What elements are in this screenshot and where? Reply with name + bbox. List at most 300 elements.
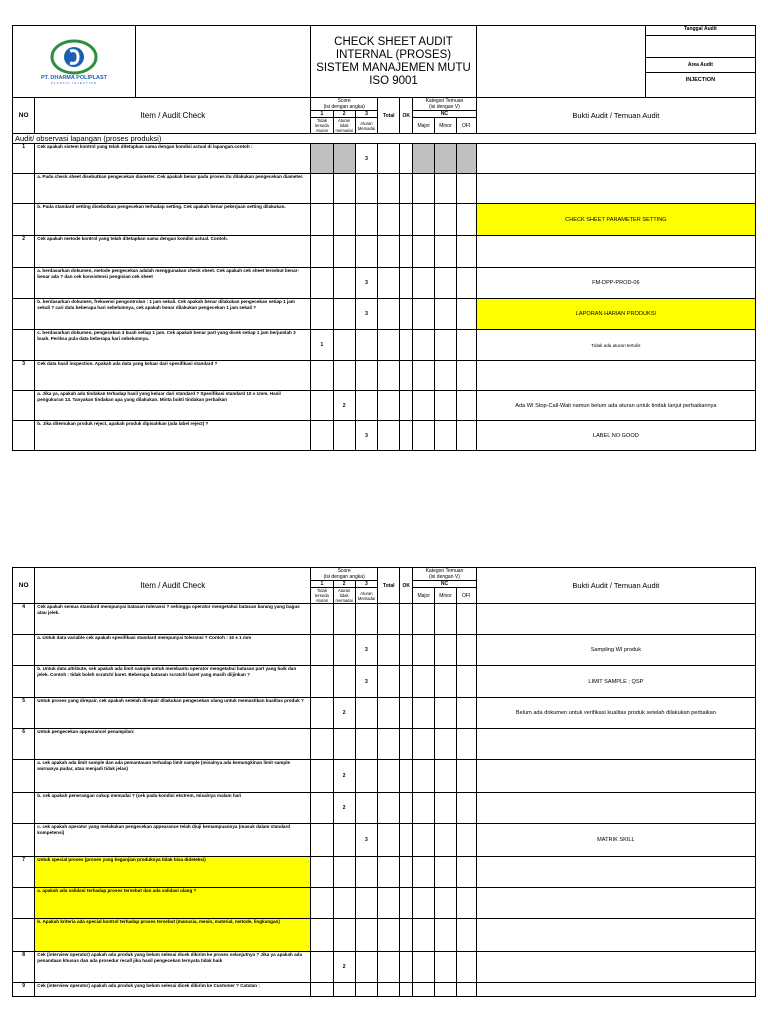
score-3-cell[interactable] <box>355 174 377 204</box>
col-kategori-header: Kategori Temuan (isi dengan V) <box>413 98 477 111</box>
score-3-cell[interactable] <box>355 361 377 391</box>
ok-cell[interactable] <box>400 236 413 268</box>
ofi-cell[interactable] <box>456 857 476 888</box>
score-1-cell[interactable] <box>311 635 333 666</box>
col-ok-header: OK <box>400 98 413 134</box>
score-3-cell[interactable]: 3 <box>355 824 377 857</box>
audit-item-text: b. cek apakah penerangan cukup memadai ? (cek pada kondisi ekstrem, misalnya malam hari <box>35 793 311 824</box>
ok-cell[interactable] <box>400 330 413 361</box>
minor-cell[interactable] <box>435 698 456 729</box>
ofi-cell[interactable] <box>456 793 476 824</box>
score-1-cell[interactable] <box>311 698 333 729</box>
major-cell[interactable] <box>413 952 435 983</box>
total-cell[interactable] <box>378 824 400 857</box>
company-name: PT. DHARMA POLIPLAST <box>40 74 108 81</box>
minor-header: Minor <box>435 118 456 134</box>
total-cell[interactable] <box>378 698 400 729</box>
audit-item-text: Cek data hasil inspection. Apakah ada data yang keluar dari spesifikasi standard ? <box>35 361 311 391</box>
major-cell[interactable] <box>413 635 435 666</box>
row-number: 3 <box>13 361 35 391</box>
major-cell[interactable] <box>413 174 435 204</box>
score-2-cell[interactable] <box>333 144 355 174</box>
score-1-header: 1 <box>311 581 333 588</box>
major-cell[interactable] <box>413 698 435 729</box>
ok-cell[interactable] <box>400 361 413 391</box>
minor-cell[interactable] <box>435 857 456 888</box>
bukti-audit-cell[interactable] <box>476 919 755 952</box>
company-logo <box>13 26 136 97</box>
major-cell[interactable] <box>413 421 435 451</box>
score-2-cell[interactable] <box>333 666 355 698</box>
score-1-cell[interactable] <box>311 729 333 760</box>
major-cell[interactable] <box>413 204 435 236</box>
score-1-cell[interactable] <box>311 983 333 997</box>
ok-cell[interactable] <box>400 983 413 997</box>
table-row <box>13 330 756 361</box>
score-1-cell[interactable] <box>311 361 333 391</box>
score-2-cell[interactable] <box>333 299 355 330</box>
col-ok-header: OK <box>400 568 413 604</box>
ok-cell[interactable] <box>400 698 413 729</box>
total-cell[interactable] <box>378 204 400 236</box>
major-cell[interactable] <box>413 236 435 268</box>
row-number <box>13 793 35 824</box>
ofi-cell[interactable] <box>456 824 476 857</box>
bukti-audit-cell[interactable] <box>476 793 755 824</box>
audit-item-text: a. berdasarkan dokumen, metode pengecekan adalah menggunakan check sheet. Cek apakah cek sheet tersebut benar-benar ada ? dan cek konsistensi pengisian cek sheet <box>35 268 311 299</box>
table-row <box>13 888 756 919</box>
table-row <box>13 919 756 952</box>
score-1-cell[interactable]: 1 <box>311 330 333 361</box>
bukti-audit-cell[interactable] <box>476 604 755 635</box>
audit-item-text: a. Untuk data variable cek apakah spesifikasi standard mempunyai toleransi ? Contoh : 10 ± 1 mm <box>35 635 311 666</box>
score-1-header: 1 <box>311 111 333 118</box>
score-1-desc: Tidak terseda Aturan <box>311 588 333 604</box>
section-title: Audit/ observasi lapangan (proses produksi) <box>13 134 756 144</box>
score-1-cell[interactable] <box>311 391 333 421</box>
ofi-cell[interactable] <box>456 888 476 919</box>
major-cell[interactable] <box>413 144 435 174</box>
score-2-desc: Aturan tidak memadai <box>333 588 355 604</box>
ofi-cell[interactable] <box>456 698 476 729</box>
total-cell[interactable] <box>378 952 400 983</box>
score-2-cell[interactable] <box>333 888 355 919</box>
col-bukti-header: Bukti Audit / Temuan Audit <box>476 98 755 134</box>
row-number: 9 <box>13 983 35 997</box>
row-number <box>13 174 35 204</box>
ofi-cell[interactable] <box>456 952 476 983</box>
score-1-cell[interactable] <box>311 888 333 919</box>
ok-cell[interactable] <box>400 174 413 204</box>
score-3-cell[interactable] <box>355 604 377 635</box>
col-total-header: Total <box>378 568 400 604</box>
row-number <box>13 919 35 952</box>
row-number: 6 <box>13 729 35 760</box>
row-number <box>13 760 35 793</box>
score-1-cell[interactable] <box>311 268 333 299</box>
total-cell[interactable] <box>378 299 400 330</box>
audit-item-text: Untuk pengecekan appearance/ penampilan: <box>35 729 311 760</box>
score-2-cell[interactable] <box>333 919 355 952</box>
title-line-2: SISTEM MANAJEMEN MUTU ISO 9001 <box>316 61 471 87</box>
ofi-cell[interactable] <box>456 421 476 451</box>
score-3-cell[interactable] <box>355 760 377 793</box>
score-3-cell[interactable] <box>355 698 377 729</box>
bukti-audit-cell[interactable] <box>476 857 755 888</box>
major-cell[interactable] <box>413 888 435 919</box>
score-1-cell[interactable] <box>311 793 333 824</box>
audit-item-text: Cek apakah metode kontrol yang telah ditetapkan sama dengan kondisi actual. Contoh. <box>35 236 311 268</box>
major-cell[interactable] <box>413 857 435 888</box>
total-cell[interactable] <box>378 391 400 421</box>
score-2-cell[interactable] <box>333 268 355 299</box>
ofi-cell[interactable] <box>456 330 476 361</box>
table-row <box>13 666 756 698</box>
score-1-cell[interactable] <box>311 204 333 236</box>
table-row <box>13 268 756 299</box>
score-2-cell[interactable] <box>333 174 355 204</box>
ofi-cell[interactable] <box>456 391 476 421</box>
major-cell[interactable] <box>413 793 435 824</box>
col-bukti-header: Bukti Audit / Temuan Audit <box>476 568 755 604</box>
minor-cell[interactable] <box>435 204 456 236</box>
score-2-cell[interactable]: 2 <box>333 952 355 983</box>
minor-cell[interactable] <box>435 760 456 793</box>
minor-header: Minor <box>435 588 456 604</box>
nc-header: NC <box>413 111 477 118</box>
score-2-cell[interactable] <box>333 421 355 451</box>
ofi-cell[interactable] <box>456 299 476 330</box>
minor-cell[interactable] <box>435 793 456 824</box>
minor-cell[interactable] <box>435 729 456 760</box>
score-1-cell[interactable] <box>311 174 333 204</box>
audit-item-text: b. Untuk data attribute, cek apakah ada limit sample untuk membantu operator mengetahui batasan part yang baik dan jelek. Contoh : tidak boleh scratch/ baret. Beberapa batasan scratch/ baret yang masih diijinkan ? <box>35 666 311 698</box>
audit-item-text: a. apakah ada validasi terhadap proses tersebut dan ada validasi ulang ? <box>35 888 311 919</box>
minor-cell[interactable] <box>435 888 456 919</box>
ok-cell[interactable] <box>400 144 413 174</box>
ofi-cell[interactable] <box>456 361 476 391</box>
minor-cell[interactable] <box>435 361 456 391</box>
bukti-audit-cell[interactable] <box>476 174 755 204</box>
major-cell[interactable] <box>413 299 435 330</box>
score-2-cell[interactable]: 2 <box>333 793 355 824</box>
total-cell[interactable] <box>378 361 400 391</box>
ofi-header: OFI <box>456 588 476 604</box>
score-2-cell[interactable] <box>333 824 355 857</box>
bukti-audit-cell[interactable]: LAPORAN HARIAN PRODUKSI <box>476 299 755 330</box>
score-3-cell[interactable]: 3 <box>355 299 377 330</box>
table-row <box>13 857 756 888</box>
score-1-cell[interactable] <box>311 604 333 635</box>
col-no-header: NO <box>13 98 35 134</box>
bukti-audit-cell[interactable]: Tidak ada aturan tertulis <box>476 330 755 361</box>
row-number: 2 <box>13 236 35 268</box>
audit-item-text: Untuk special proses (proses yang keganjian produknya tidak bisa dideteksi) <box>35 857 311 888</box>
score-3-cell[interactable]: 3 <box>355 268 377 299</box>
col-kategori-header: Kategori Temuan (isi dengan V) <box>413 568 477 581</box>
ofi-cell[interactable] <box>456 204 476 236</box>
minor-cell[interactable] <box>435 268 456 299</box>
score-3-cell[interactable] <box>355 204 377 236</box>
area-audit-value: INJECTION <box>685 77 716 83</box>
row-number <box>13 666 35 698</box>
ofi-cell[interactable] <box>456 919 476 952</box>
score-3-cell[interactable]: 3 <box>355 421 377 451</box>
total-cell[interactable] <box>378 268 400 299</box>
ok-cell[interactable] <box>400 391 413 421</box>
total-cell[interactable] <box>378 421 400 451</box>
bukti-audit-cell[interactable] <box>476 760 755 793</box>
bukti-audit-cell[interactable] <box>476 952 755 983</box>
ofi-cell[interactable] <box>456 760 476 793</box>
audit-item-text: b. Jika ditemukan produk reject, apakah produk dipisahkan (ada label reject) ? <box>35 421 311 451</box>
minor-cell[interactable] <box>435 635 456 666</box>
company-subtitle: PLASTIC INJECTION <box>50 80 98 85</box>
audit-item-text: Untuk proses yang direpair, cek apakah setelah direpair dilakukan pengecekan ulang untuk memastikan kualitas produk ? <box>35 698 311 729</box>
minor-cell[interactable] <box>435 604 456 635</box>
total-cell[interactable] <box>378 729 400 760</box>
major-cell[interactable] <box>413 604 435 635</box>
score-3-cell[interactable] <box>355 391 377 421</box>
major-cell[interactable] <box>413 983 435 997</box>
nc-header: NC <box>413 581 477 588</box>
score-1-cell[interactable] <box>311 760 333 793</box>
score-2-cell[interactable] <box>333 983 355 997</box>
score-3-cell[interactable] <box>355 236 377 268</box>
minor-cell[interactable] <box>435 299 456 330</box>
tanggal-audit-label: Tanggal Audit <box>646 26 755 36</box>
bukti-audit-cell[interactable]: MATRIK SKILL <box>476 824 755 857</box>
score-2-header: 2 <box>333 581 355 588</box>
minor-cell[interactable] <box>435 391 456 421</box>
score-3-cell[interactable]: 3 <box>355 144 377 174</box>
major-cell[interactable] <box>413 919 435 952</box>
score-3-desc: Aturan Memadai <box>355 118 377 134</box>
score-3-cell[interactable] <box>355 888 377 919</box>
minor-cell[interactable] <box>435 919 456 952</box>
major-cell[interactable] <box>413 729 435 760</box>
score-3-cell[interactable] <box>355 729 377 760</box>
score-1-cell[interactable] <box>311 236 333 268</box>
minor-cell[interactable] <box>435 421 456 451</box>
score-2-desc: Aturan tidak memadai <box>333 118 355 134</box>
ofi-cell[interactable] <box>456 268 476 299</box>
row-number <box>13 299 35 330</box>
score-1-desc: Tidak terseda Aturan <box>311 118 333 134</box>
score-2-cell[interactable] <box>333 604 355 635</box>
major-cell[interactable] <box>413 391 435 421</box>
col-score-header: Score (isi dengan angka) <box>311 98 378 111</box>
score-2-cell[interactable] <box>333 729 355 760</box>
score-1-cell[interactable] <box>311 824 333 857</box>
row-number <box>13 888 35 919</box>
row-number <box>13 635 35 666</box>
score-2-header: 2 <box>333 111 355 118</box>
score-3-cell[interactable] <box>355 857 377 888</box>
major-cell[interactable] <box>413 760 435 793</box>
total-cell[interactable] <box>378 635 400 666</box>
score-2-cell[interactable]: 2 <box>333 391 355 421</box>
score-1-cell[interactable] <box>311 299 333 330</box>
table-row <box>13 144 756 174</box>
minor-cell[interactable] <box>435 666 456 698</box>
minor-cell[interactable] <box>435 174 456 204</box>
score-2-cell[interactable] <box>333 330 355 361</box>
total-cell[interactable] <box>378 144 400 174</box>
total-cell[interactable] <box>378 919 400 952</box>
score-3-cell[interactable] <box>355 919 377 952</box>
bukti-audit-cell[interactable]: Sampling WI produk <box>476 635 755 666</box>
bukti-audit-cell[interactable] <box>476 983 755 997</box>
ok-cell[interactable] <box>400 952 413 983</box>
score-2-cell[interactable] <box>333 635 355 666</box>
total-cell[interactable] <box>378 857 400 888</box>
score-2-cell[interactable] <box>333 857 355 888</box>
bukti-audit-cell[interactable]: LABEL NO GOOD <box>476 421 755 451</box>
total-cell[interactable] <box>378 760 400 793</box>
title-line-1: CHECK SHEET AUDIT INTERNAL (PROSES) <box>334 35 453 61</box>
score-2-cell[interactable]: 2 <box>333 698 355 729</box>
minor-cell[interactable] <box>435 824 456 857</box>
bukti-audit-cell[interactable]: CHECK SHEET PARAMETER SETTING <box>476 204 755 236</box>
total-cell[interactable] <box>378 888 400 919</box>
ok-cell[interactable] <box>400 604 413 635</box>
major-cell[interactable] <box>413 330 435 361</box>
total-cell[interactable] <box>378 236 400 268</box>
total-cell[interactable] <box>378 174 400 204</box>
score-3-cell[interactable]: 3 <box>355 635 377 666</box>
ok-cell[interactable] <box>400 793 413 824</box>
col-no-header: NO <box>13 568 35 604</box>
minor-cell[interactable] <box>435 236 456 268</box>
score-2-cell[interactable] <box>333 236 355 268</box>
bukti-audit-cell[interactable] <box>476 888 755 919</box>
row-number <box>13 330 35 361</box>
audit-item-text: a. cek apakah ada limit sample dan ada pemantauan terhadap limit sample (misalnya ada kemungkinan limit sample warnanya pudar, atau menjadi tidak jelas) <box>35 760 311 793</box>
table-row <box>13 793 756 824</box>
major-header: Major <box>413 588 435 604</box>
ok-cell[interactable] <box>400 919 413 952</box>
ofi-cell[interactable] <box>456 174 476 204</box>
ok-cell[interactable] <box>400 824 413 857</box>
ok-cell[interactable] <box>400 635 413 666</box>
ok-cell[interactable] <box>400 857 413 888</box>
bukti-audit-cell[interactable]: FM-DPP-PROD-06 <box>476 268 755 299</box>
table-row <box>13 421 756 451</box>
table-row <box>13 604 756 635</box>
table-row <box>13 174 756 204</box>
score-1-cell[interactable] <box>311 421 333 451</box>
ofi-cell[interactable] <box>456 144 476 174</box>
score-3-cell[interactable] <box>355 983 377 997</box>
minor-cell[interactable] <box>435 144 456 174</box>
score-3-cell[interactable] <box>355 793 377 824</box>
col-total-header: Total <box>378 98 400 134</box>
row-number <box>13 421 35 451</box>
logo-cell <box>13 26 311 98</box>
area-audit-label: Area Audit <box>646 58 755 73</box>
bukti-audit-cell[interactable]: LIMIT SAMPLE ; QSP <box>476 666 755 698</box>
audit-item-text: c. berdasarkan dokumen, pengecekan 3 buah setiap 1 jam. Cek apakah benar part yang dicek setiap 1 jam berjumlah 3 buah. Periksa pula data beberapa hari sebelumnya. <box>35 330 311 361</box>
total-cell[interactable] <box>378 604 400 635</box>
score-3-cell[interactable]: 3 <box>355 666 377 698</box>
row-number: 7 <box>13 857 35 888</box>
audit-info-cell <box>476 26 755 98</box>
minor-cell[interactable] <box>435 330 456 361</box>
score-2-cell[interactable] <box>333 361 355 391</box>
minor-cell[interactable] <box>435 983 456 997</box>
score-3-cell[interactable] <box>355 952 377 983</box>
row-number: 4 <box>13 604 35 635</box>
ok-cell[interactable] <box>400 268 413 299</box>
score-2-cell[interactable] <box>333 204 355 236</box>
bukti-audit-cell[interactable] <box>476 144 755 174</box>
ok-cell[interactable] <box>400 421 413 451</box>
score-1-cell[interactable] <box>311 666 333 698</box>
major-cell[interactable] <box>413 824 435 857</box>
total-cell[interactable] <box>378 983 400 997</box>
ok-cell[interactable] <box>400 729 413 760</box>
total-cell[interactable] <box>378 330 400 361</box>
score-1-cell[interactable] <box>311 144 333 174</box>
score-3-header: 3 <box>355 111 377 118</box>
ok-cell[interactable] <box>400 666 413 698</box>
score-1-cell[interactable] <box>311 919 333 952</box>
col-item-header: Item / Audit Check <box>35 568 311 604</box>
ofi-cell[interactable] <box>456 604 476 635</box>
ofi-cell[interactable] <box>456 983 476 997</box>
ofi-cell[interactable] <box>456 236 476 268</box>
bukti-audit-cell[interactable] <box>476 236 755 268</box>
audit-item-text: b. Apakah kriteria ada special kontrol terhadap proses tersebut (manusia, mesin, material, metode, lingkungan) <box>35 919 311 952</box>
ofi-cell[interactable] <box>456 635 476 666</box>
col-score-header: Score (isi dengan angka) <box>311 568 378 581</box>
total-cell[interactable] <box>378 666 400 698</box>
ok-cell[interactable] <box>400 299 413 330</box>
minor-cell[interactable] <box>435 952 456 983</box>
bukti-audit-cell[interactable]: Ada WI Stop-Call-Wait namun belum ada aturan untuk tindak lanjut perbaikannya <box>476 391 755 421</box>
major-cell[interactable] <box>413 361 435 391</box>
score-2-cell[interactable]: 2 <box>333 760 355 793</box>
row-number: 8 <box>13 952 35 983</box>
score-1-cell[interactable] <box>311 857 333 888</box>
row-number: 5 <box>13 698 35 729</box>
audit-item-text: Cek apakah sistem kontrol yang telah ditetapkan sama dengan kondisi actual di lapangan.contoh : <box>35 144 311 174</box>
audit-item-text: Cek (interview operator) apakah ada produk yang belum selesai dicek dikirim ke Customer ? Catatan : <box>35 983 311 997</box>
ok-cell[interactable] <box>400 888 413 919</box>
table-row <box>13 299 756 330</box>
major-cell[interactable] <box>413 666 435 698</box>
table-row <box>13 729 756 760</box>
score-1-cell[interactable] <box>311 952 333 983</box>
bukti-audit-cell[interactable]: Belum ada dokumen untuk verifikasi kualitas produk setelah dilakukan perbaikan <box>476 698 755 729</box>
ofi-cell[interactable] <box>456 666 476 698</box>
ofi-header: OFI <box>456 118 476 134</box>
table-row <box>13 698 756 729</box>
bukti-audit-cell[interactable] <box>476 729 755 760</box>
score-3-desc: Aturan Memadai <box>355 588 377 604</box>
row-number <box>13 204 35 236</box>
bukti-audit-cell[interactable] <box>476 361 755 391</box>
audit-item-text: c. cek apakah operator yang melakukan pengecekan appearance telah diuji kemampuannya (masuk dalam standard kompetensi) <box>35 824 311 857</box>
ok-cell[interactable] <box>400 204 413 236</box>
score-3-cell[interactable] <box>355 330 377 361</box>
tanggal-audit-field[interactable] <box>646 36 755 58</box>
total-cell[interactable] <box>378 793 400 824</box>
ofi-cell[interactable] <box>456 729 476 760</box>
major-cell[interactable] <box>413 268 435 299</box>
ok-cell[interactable] <box>400 760 413 793</box>
